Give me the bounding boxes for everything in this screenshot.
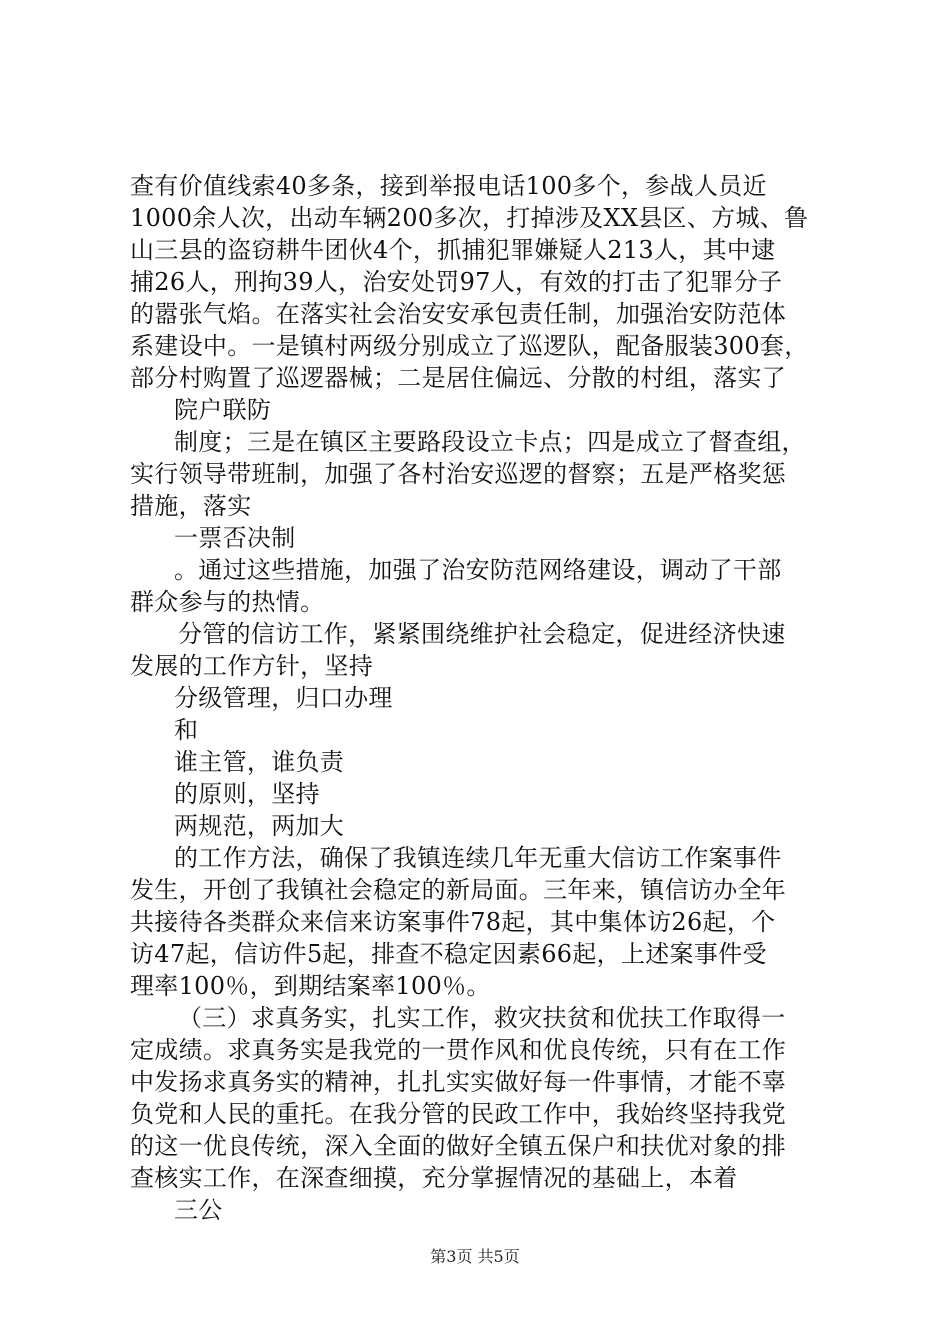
text-line: 查有价值线索40多条，接到举报电话100多个，参战人员近 [130, 172, 767, 200]
page-footer [0, 1244, 950, 1267]
text-line: 系建设中。一是镇村两级分别成立了巡逻队，配备服装300套， [130, 332, 809, 360]
text-line: 定成绩。求真务实是我党的一贯作风和优良传统，只有在工作 [130, 1036, 787, 1064]
text-line: 的工作方法，确保了我镇连续几年无重大信访工作案事件 [174, 844, 782, 872]
text-line: 访47起，信访件5起，排查不稳定因素66起，上述案事件受 [130, 940, 767, 968]
text-line: 三公 [174, 1196, 223, 1224]
text-line: 一票否决制 [174, 524, 296, 552]
text-line: 负党和人民的重托。在我分管的民政工作中，我始终坚持我党 [130, 1100, 787, 1128]
text-line: 共接待各类群众来信来访案事件78起，其中集体访26起，个 [130, 908, 776, 936]
text-line: 院户联防 [174, 396, 272, 424]
text-line: 谁主管，谁负责 [174, 748, 345, 776]
text-line: 的原则，坚持 [174, 780, 320, 808]
text-line: 实行领导带班制，加强了各村治安巡逻的督察；五是严格奖惩 [130, 460, 787, 488]
text-line: 和 [174, 716, 199, 744]
text-line: 捕26人，刑拘39人，治安处罚97人，有效的打击了犯罪分子 [130, 268, 783, 296]
text-line: （三）求真务实，扎实工作，救灾扶贫和优扶工作取得一 [178, 1004, 786, 1032]
text-line: 分管的信访工作，紧紧围绕维护社会稳定，促进经济快速 [178, 620, 786, 648]
text-line: 1000余人次，出动车辆200多次，打掉涉及XX县区、方城、鲁 [130, 204, 809, 232]
text-line: 理率100％，到期结案率100％。 [130, 972, 491, 1000]
text-line: 制度；三是在镇区主要路段设立卡点；四是成立了督查组， [174, 428, 806, 456]
text-line: 措施，落实 [130, 492, 252, 520]
text-line: 发展的工作方针，坚持 [130, 652, 373, 680]
text-line: 群众参与的热情。 [130, 588, 325, 616]
page-number: 第3页 共5页 [430, 1247, 520, 1266]
text-line: 查核实工作，在深查细摸，充分掌握情况的基础上，本着 [130, 1164, 738, 1192]
text-line: 的这一优良传统，深入全面的做好全镇五保户和扶优对象的排 [130, 1132, 787, 1160]
document-body [130, 170, 830, 1226]
text-line: 部分村购置了巡逻器械；二是居住偏远、分散的村组，落实了 [130, 364, 787, 392]
text-line: 发生，开创了我镇社会稳定的新局面。三年来，镇信访办全年 [130, 876, 787, 904]
text-line: 两规范，两加大 [174, 812, 345, 840]
text-line: 山三县的盗窃耕牛团伙4个，抓捕犯罪嫌疑人213人，其中逮 [130, 236, 776, 264]
text-line: 中发扬求真务实的精神，扎扎实实做好每一件事情，才能不辜 [130, 1068, 787, 1096]
text-line: 的嚣张气焰。在落实社会治安安承包责任制，加强治安防范体 [130, 300, 787, 328]
text-line: 。通过这些措施，加强了治安防范网络建设，调动了干部 [174, 556, 782, 584]
text-line: 分级管理，归口办理 [174, 684, 393, 712]
